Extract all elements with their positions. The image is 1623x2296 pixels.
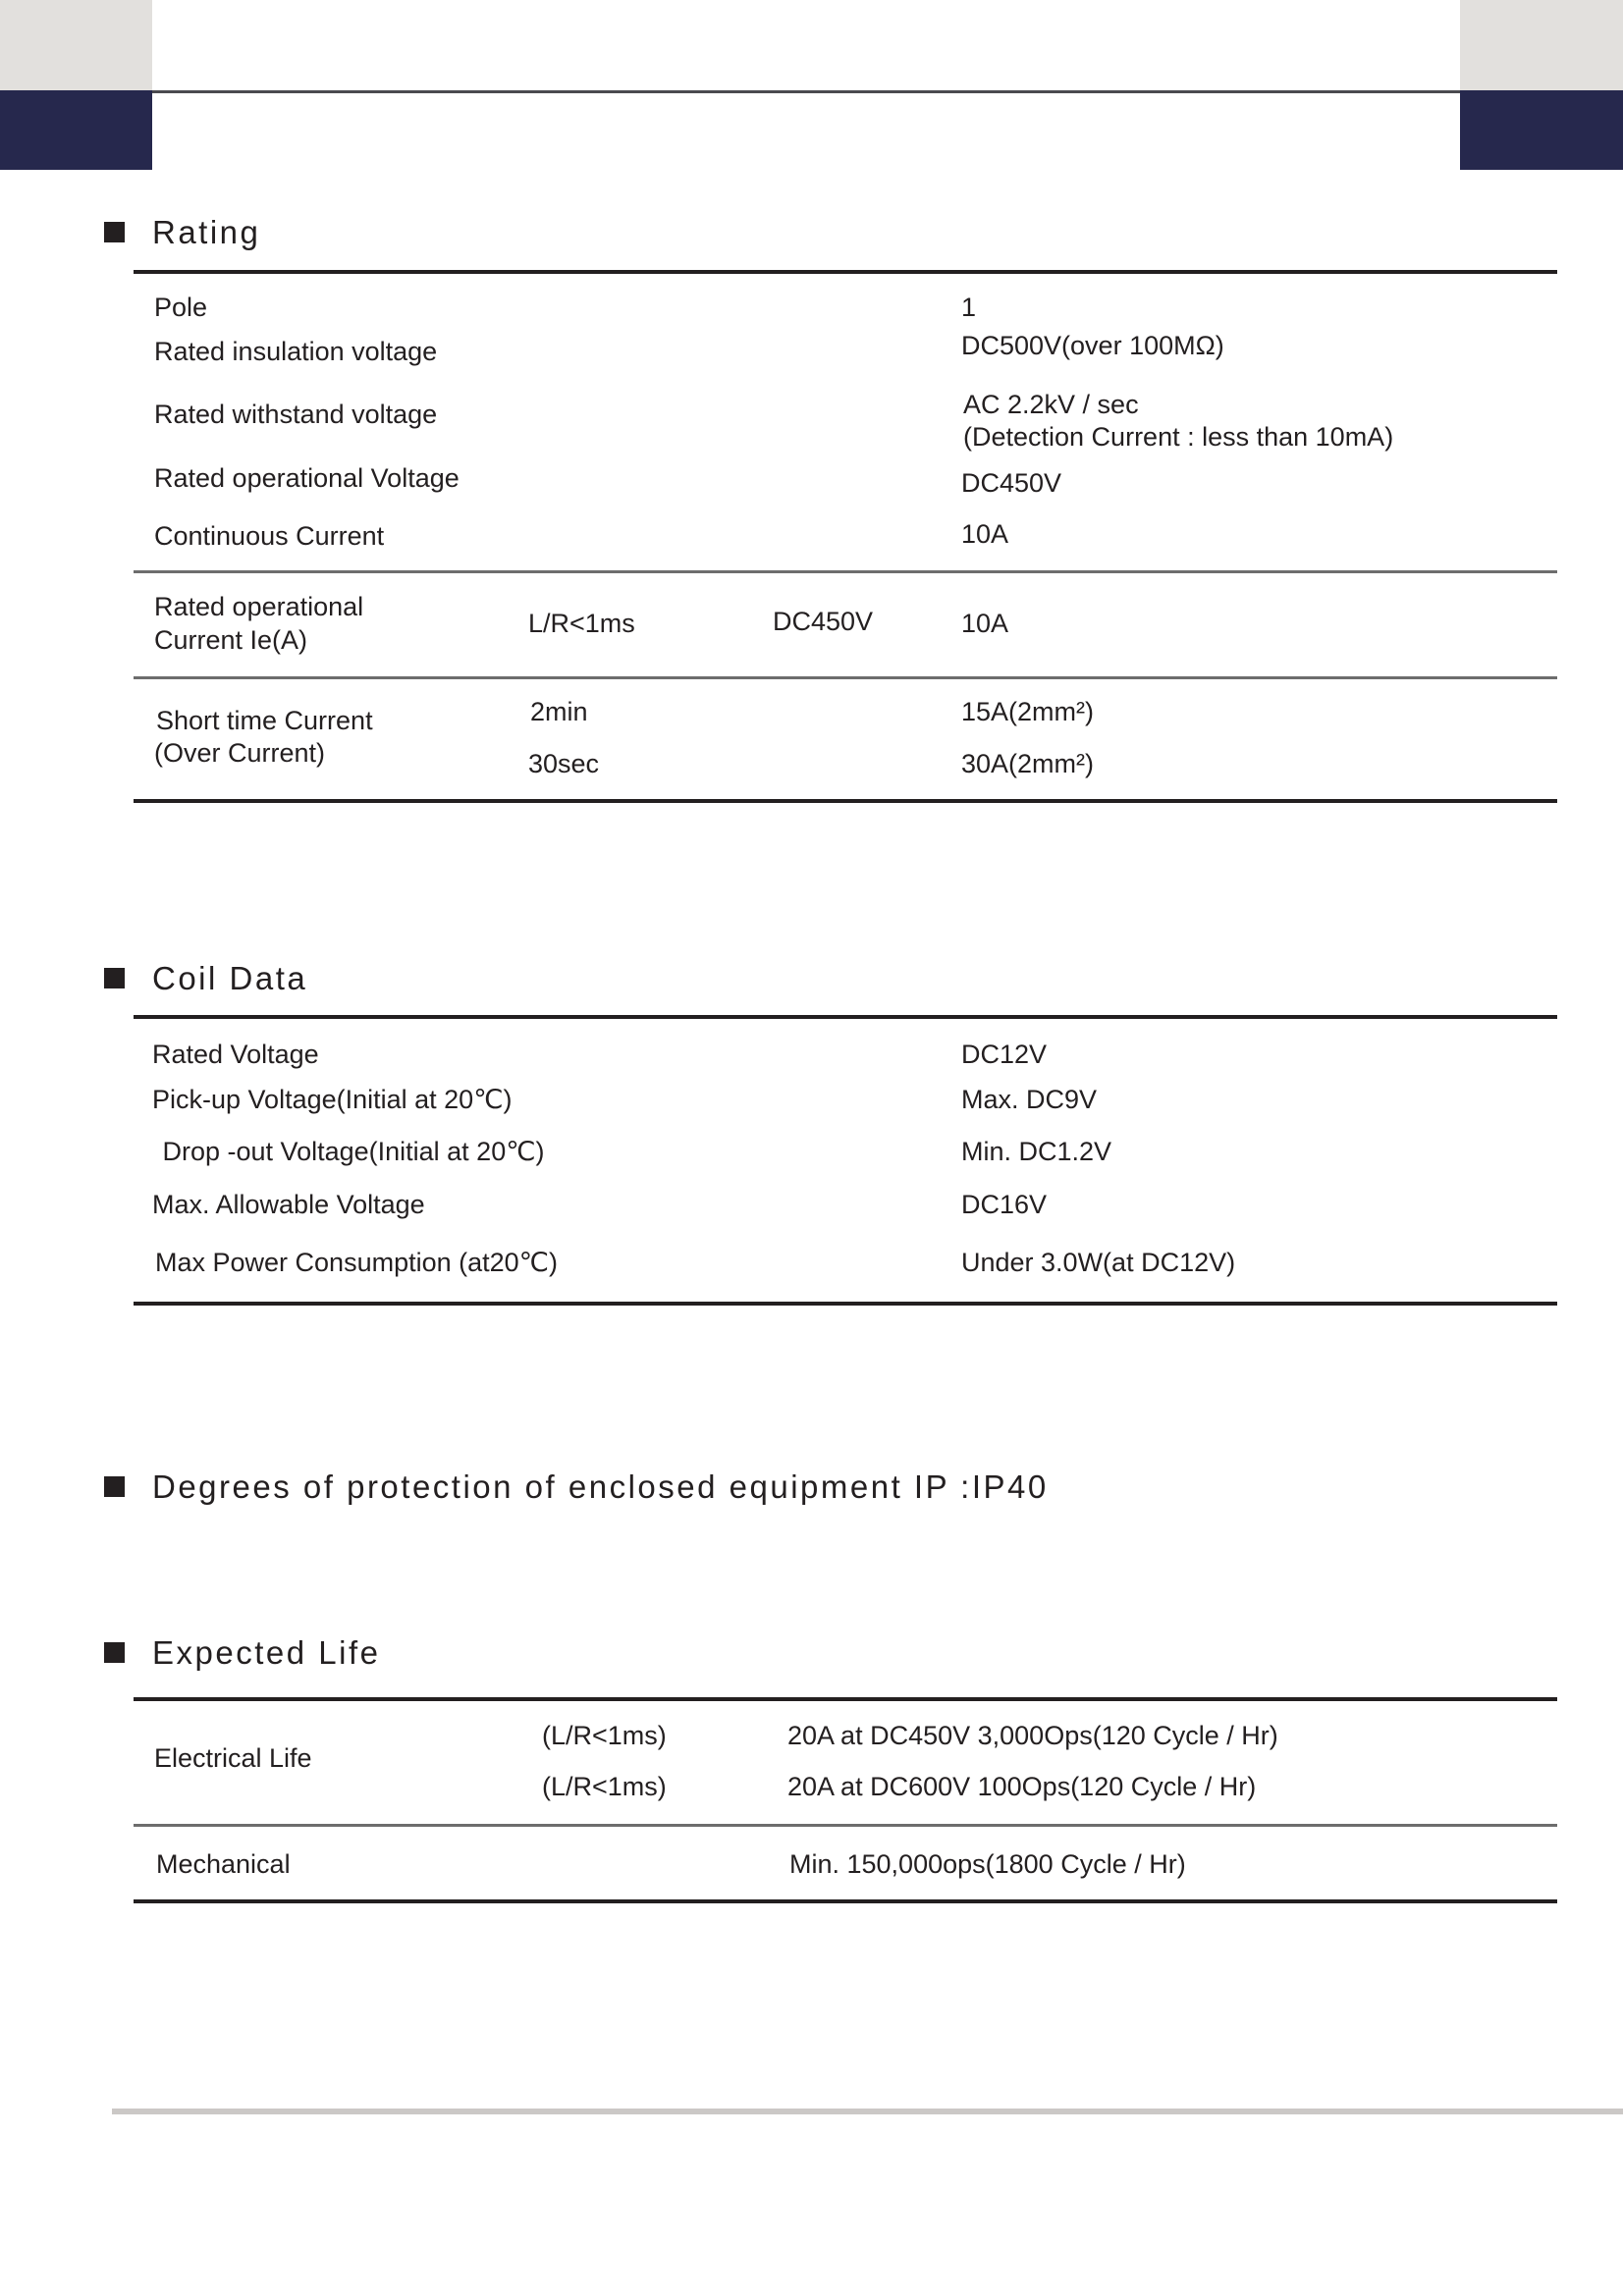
mechanical-life-value: Min. 150,000ops(1800 Cycle / Hr) [789, 1849, 1186, 1879]
operational-voltage-value: DC450V [961, 468, 1062, 498]
header-corner-left-light [0, 0, 152, 90]
coil-bullet-icon [104, 968, 125, 988]
operational-current-value: 10A [961, 609, 1009, 638]
footer-divider [112, 2109, 1623, 2114]
electrical-life-row-1-value: 20A at DC450V 3,000Ops(120 Cycle / Hr) [787, 1721, 1278, 1750]
coil-row-label: Max Power Consumption (at20℃) [155, 1248, 558, 1277]
continuous-current-value: 10A [961, 519, 1009, 549]
short-time-row-2-time: 30sec [528, 749, 600, 778]
protection-bullet-icon [104, 1476, 125, 1497]
header-corner-left-dark [0, 90, 152, 170]
insulation-voltage-label: Rated insulation voltage [154, 337, 438, 366]
operational-current-label-line1: Rated operational [154, 592, 364, 621]
short-time-label-line2: (Over Current) [154, 738, 326, 768]
rating-divider-1 [134, 570, 1557, 573]
rating-bottom-rule [134, 799, 1557, 803]
header-corner-right-light [1460, 0, 1623, 90]
withstand-voltage-label: Rated withstand voltage [154, 400, 438, 429]
coil-row-value: DC12V [961, 1040, 1048, 1069]
operational-voltage-label: Rated operational Voltage [154, 463, 460, 493]
header-corner-right-dark [1460, 90, 1623, 170]
short-time-row-2-value: 30A(2mm²) [961, 749, 1095, 778]
life-bottom-rule [134, 1899, 1557, 1903]
mechanical-life-label: Mechanical [156, 1849, 291, 1879]
header-divider [152, 90, 1460, 93]
rating-divider-2 [134, 676, 1557, 679]
continuous-current-label: Continuous Current [154, 521, 385, 551]
electrical-life-label: Electrical Life [154, 1743, 312, 1773]
coil-bottom-rule [134, 1302, 1557, 1306]
coil-row-label: Rated Voltage [152, 1040, 319, 1069]
short-time-row-1-time: 2min [530, 697, 588, 726]
electrical-life-row-2-value: 20A at DC600V 100Ops(120 Cycle / Hr) [787, 1772, 1257, 1801]
insulation-voltage-value: DC500V(over 100MΩ) [961, 331, 1224, 360]
coil-row-value: Max. DC9V [961, 1085, 1098, 1114]
life-divider [134, 1824, 1557, 1827]
rating-title: Rating [152, 214, 261, 250]
coil-title: Coil Data [152, 960, 308, 996]
pole-label: Pole [154, 293, 208, 322]
operational-current-label-line2: Current Ie(A) [154, 625, 308, 655]
coil-row-value: Min. DC1.2V [961, 1137, 1112, 1166]
coil-row-label: Max. Allowable Voltage [152, 1190, 425, 1219]
coil-row-label: Drop -out Voltage(Initial at 20℃) [155, 1137, 545, 1166]
coil-top-rule [134, 1015, 1557, 1019]
electrical-life-row-2-condition: (L/R<1ms) [542, 1772, 667, 1801]
operational-current-condition: L/R<1ms [528, 609, 635, 638]
operational-current-voltage: DC450V [773, 607, 874, 636]
coil-row-value: DC16V [961, 1190, 1048, 1219]
short-time-label-line1: Short time Current [156, 706, 373, 735]
rating-bullet-icon [104, 222, 125, 242]
short-time-row-1-value: 15A(2mm²) [961, 697, 1095, 726]
electrical-life-row-1-condition: (L/R<1ms) [542, 1721, 667, 1750]
life-bullet-icon [104, 1642, 125, 1663]
protection-title: Degrees of protection of enclosed equipment IP :IP40 [152, 1468, 1049, 1505]
withstand-voltage-value-line2: (Detection Current : less than 10mA) [963, 422, 1394, 452]
withstand-voltage-value-line1: AC 2.2kV / sec [963, 390, 1139, 419]
coil-row-label: Pick-up Voltage(Initial at 20℃) [152, 1085, 513, 1114]
rating-top-rule [134, 270, 1557, 274]
pole-value: 1 [961, 293, 977, 322]
life-title: Expected Life [152, 1634, 381, 1671]
life-top-rule [134, 1697, 1557, 1701]
coil-row-value: Under 3.0W(at DC12V) [961, 1248, 1236, 1277]
